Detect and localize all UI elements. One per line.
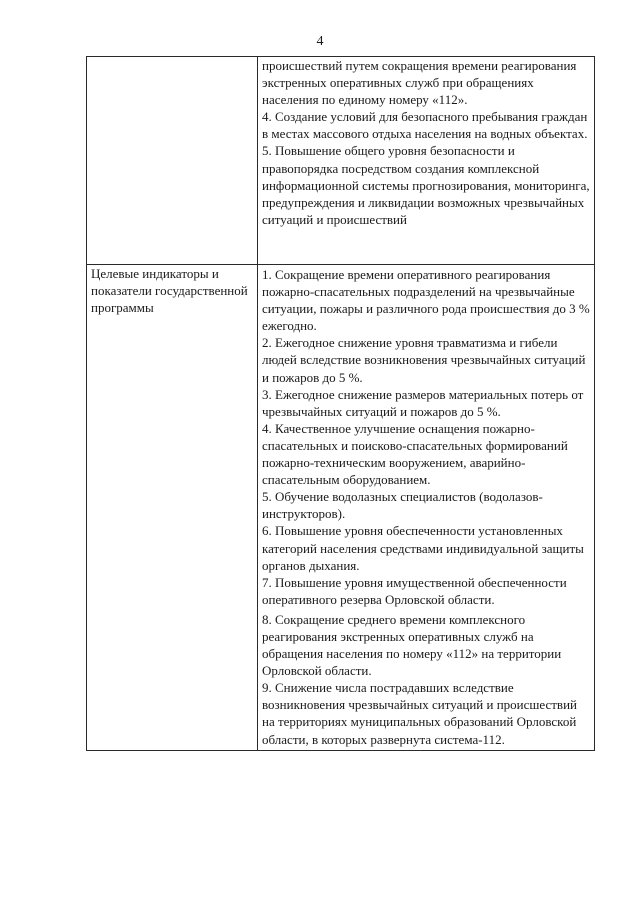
indicator-item: 6. Повышение уровня обеспеченности установленных категорий населения средствами индивидуальной защиты органов дыхания. xyxy=(262,523,584,573)
row-label-cell: Целевые индикаторы и показатели государственной программы xyxy=(87,265,258,751)
row-content-cell xyxy=(258,265,595,751)
indicator-item: 9. Снижение числа пострадавших вследствие возникновения чрезвычайных ситуаций и происшествий на территориях муниципальных образований Орловской области, в которых развернута система-112. xyxy=(262,680,577,747)
paragraph: 5. Повышение общего уровня безопасности и правопорядка посредством создания комплексной информационной системы прогнозирования, мониторинга, предупреждения и ликвидации возможных чрезвычайных ситуаций и происшествий xyxy=(262,143,590,227)
row-content-cell xyxy=(258,57,595,265)
program-table xyxy=(86,56,595,751)
table-row xyxy=(87,57,595,265)
indicator-item: 7. Повышение уровня имущественной обеспеченности оперативного резерва Орловской области. xyxy=(262,574,567,607)
indicator-item: 5. Обучение водолазных специалистов (водолазов-инструкторов). xyxy=(262,489,543,522)
table-row xyxy=(87,265,595,751)
indicator-item: 2. Ежегодное снижение уровня травматизма и гибели людей вследствие возникновения чрезвычайных ситуаций и пожаров до 5 %. xyxy=(262,335,586,385)
indicator-item: 8. Сокращение среднего времени комплексного реагирования экстренных оперативных служб на обращения населения по номеру «112» на территории Орловской области. xyxy=(262,611,562,679)
indicator-item: 4. Качественное улучшение оснащения пожарно-спасательных и поисково-спасательных формирований пожарно-техническим вооружением, аварийно-спасательным оборудованием. xyxy=(262,420,568,488)
indicator-item: 1. Сокращение времени оперативного реагирования пожарно-спасательных подразделений на чрезвычайные ситуации, пожары и различного рода происшествия до 3 % ежегодно. xyxy=(262,267,590,334)
page-number: 4 xyxy=(316,34,324,49)
paragraph: происшествий путем сокращения времени реагирования экстренных оперативных служб при обращениях населения по единому номеру «112». xyxy=(262,58,577,108)
indicator-item: 3. Ежегодное снижение размеров материальных потерь от чрезвычайных ситуаций и пожаров до 5 %. xyxy=(262,386,584,419)
paragraph: 4. Создание условий для безопасного пребывания граждан в местах массового отдыха населения на водных объектах. xyxy=(262,109,588,142)
row-label-cell xyxy=(87,57,258,265)
